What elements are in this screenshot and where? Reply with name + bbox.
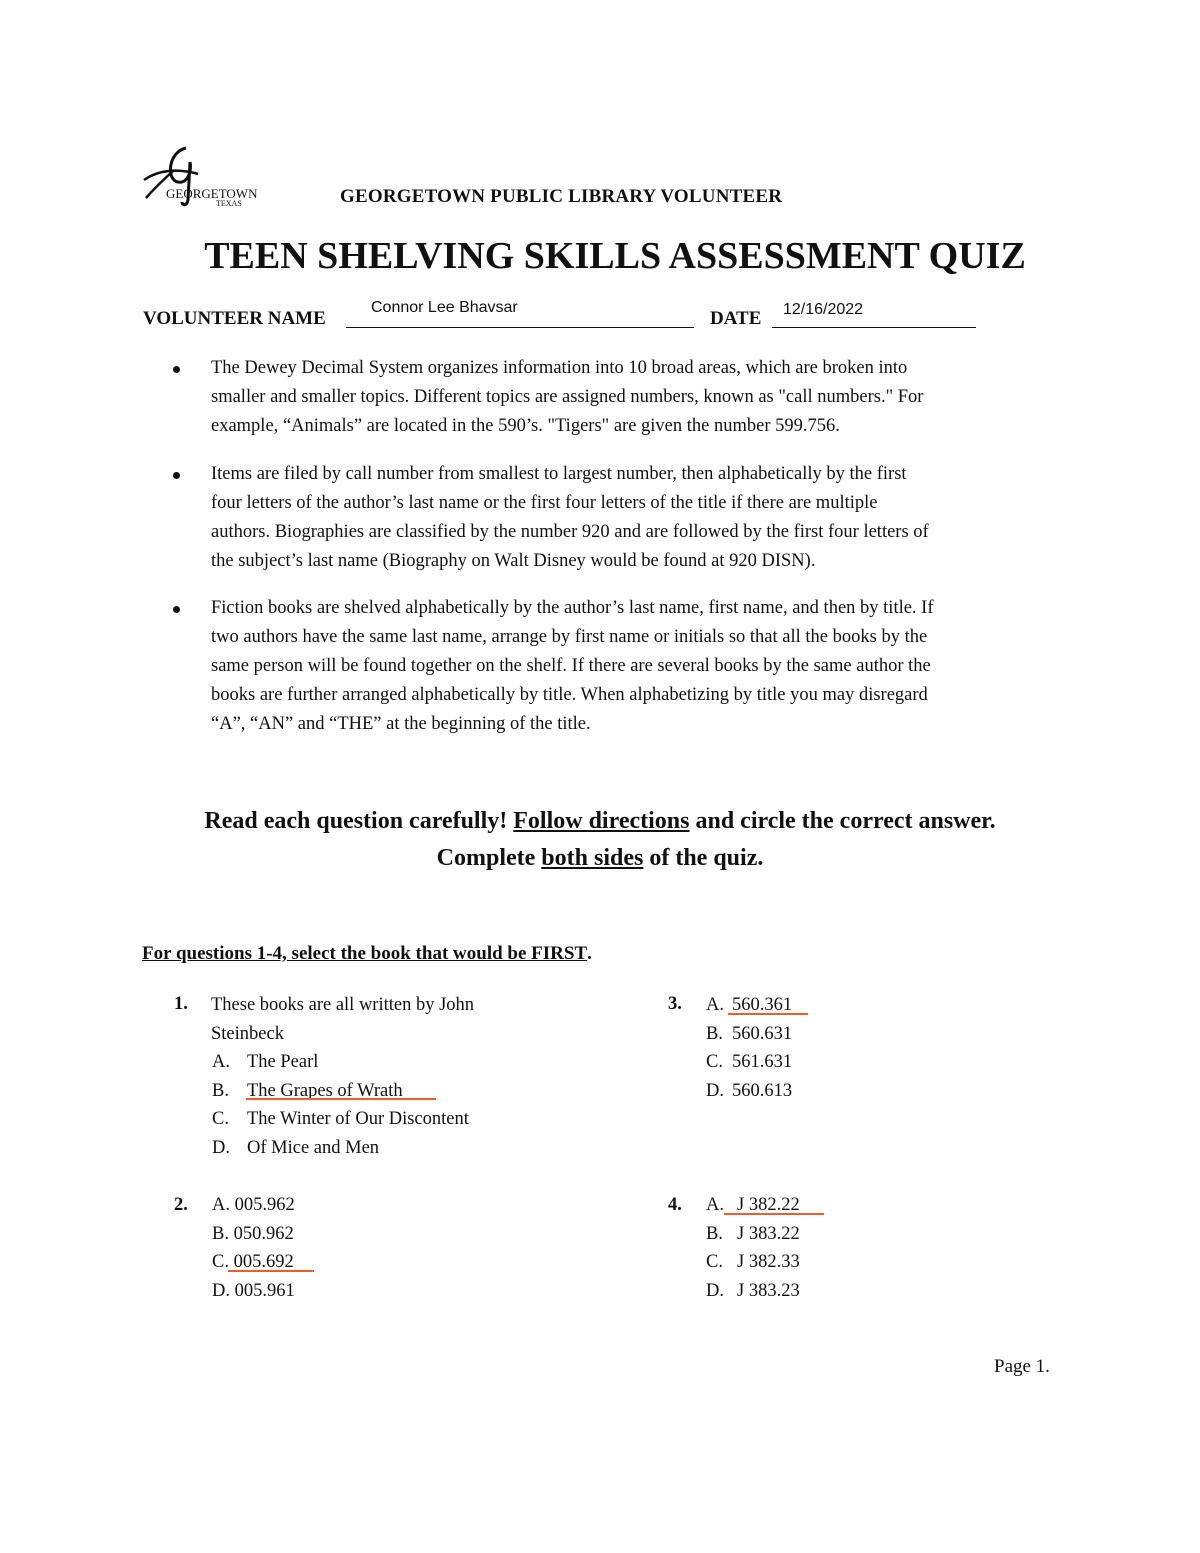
q4-option-b[interactable]: J 383.22 xyxy=(737,1223,800,1244)
page-title: TEEN SHELVING SKILLS ASSESSMENT QUIZ xyxy=(204,235,1026,277)
bullet-call-numbers: Items are filed by call number from smallest to largest number, then alphabetically by the first four letters of the author’s last name or the first four letters of the title if there are multiple authors. Biographies are classified by the number 920 and are followed by the first four letters of the subject’s last name (Biography on Walt Disney would be found at 920 DISN). xyxy=(211,460,1061,576)
q3-option-c[interactable]: 561.631 xyxy=(732,1052,793,1073)
date-field[interactable]: 12/16/2022 xyxy=(783,301,864,318)
q4-option-c[interactable]: J 382.33 xyxy=(737,1252,800,1273)
bullet-dot xyxy=(173,472,180,479)
logo-text: GEORGETOWN xyxy=(166,186,258,201)
question-4-option-letters: A. B. C. D. xyxy=(706,1195,724,1301)
section-heading: For questions 1-4, select the book that would be FIRST. xyxy=(142,943,592,964)
q1-option-c[interactable]: The Winter of Our Discontent xyxy=(247,1109,469,1130)
q2-option-a[interactable]: A. 005.962 xyxy=(212,1195,295,1215)
instruction-line-1: Read each question carefully! Follow directions and circle the correct answer. xyxy=(204,808,996,834)
q3-option-a[interactable]: 560.361 xyxy=(732,995,793,1015)
volunteer-name-label: VOLUNTEER NAME xyxy=(143,308,326,329)
question-1-options xyxy=(247,1048,469,1162)
q2-option-d[interactable]: D. 005.961 xyxy=(212,1280,295,1301)
q1-option-b[interactable]: The Grapes of Wrath xyxy=(247,1080,403,1101)
q2-option-b[interactable]: B. 050.962 xyxy=(212,1223,294,1244)
question-1-number: 1. xyxy=(174,994,188,1014)
question-3-number: 3. xyxy=(668,994,682,1014)
question-2-number: 2. xyxy=(174,1195,188,1215)
question-1: These books are all written by John Steinbeck xyxy=(211,995,475,1044)
q3-option-b[interactable]: 560.631 xyxy=(732,1023,793,1044)
q1-option-d[interactable]: Of Mice and Men xyxy=(247,1137,380,1158)
volunteer-name-field[interactable]: Connor Lee Bhavsar xyxy=(371,299,518,316)
organization-name: GEORGETOWN PUBLIC LIBRARY VOLUNTEER xyxy=(340,186,783,207)
answer-mark-q3 xyxy=(728,1013,808,1015)
q2-option-c[interactable]: C. 005.692 xyxy=(212,1252,294,1273)
question-1-option-letters: A. B. C. D. xyxy=(212,1052,230,1158)
q4-option-d[interactable]: J 383.23 xyxy=(737,1280,800,1301)
bullet-dot xyxy=(173,366,180,373)
q1-option-a[interactable]: The Pearl xyxy=(247,1052,319,1072)
question-4-number: 4. xyxy=(668,1195,682,1215)
answer-mark-q4 xyxy=(724,1213,824,1215)
svg-text:TEXAS: TEXAS xyxy=(216,199,242,208)
question-3-options xyxy=(732,991,792,1105)
answer-mark-q1 xyxy=(246,1098,436,1100)
georgetown-logo xyxy=(138,140,268,208)
date-label: DATE xyxy=(710,308,762,329)
page-number: Page 1. xyxy=(994,1356,1050,1377)
question-2-options xyxy=(212,1191,295,1305)
date-line xyxy=(772,327,976,328)
q4-option-a[interactable]: J 382.22 xyxy=(737,1195,800,1215)
question-4-options xyxy=(737,1191,800,1305)
volunteer-name-line xyxy=(346,327,694,328)
q3-option-d[interactable]: 560.613 xyxy=(732,1080,793,1101)
question-3-option-letters: A. B. C. D. xyxy=(706,995,724,1101)
answer-mark-q2 xyxy=(228,1270,314,1272)
bullet-dot xyxy=(173,606,180,613)
bullet-fiction: Fiction books are shelved alphabetically by the author’s last name, first name, and then by title. If two authors have the same last name, arrange by first name or initials so that all the books by the same person will be found together on the shelf. If there are several books by the same author the books are further arranged alphabetically by title. When alphabetizing by title you may disregard “A”, “AN” and “THE” at the beginning of the title. xyxy=(211,594,1061,739)
bullet-dewey: The Dewey Decimal System organizes information into 10 broad areas, which are broken into smaller and smaller topics. Different topics are assigned numbers, known as "call numbers." For example, “Animals” are located in the 590’s. "Tigers" are given the number 599.756. xyxy=(211,354,1061,441)
instruction-line-2: Complete both sides of the quiz. xyxy=(436,845,764,871)
